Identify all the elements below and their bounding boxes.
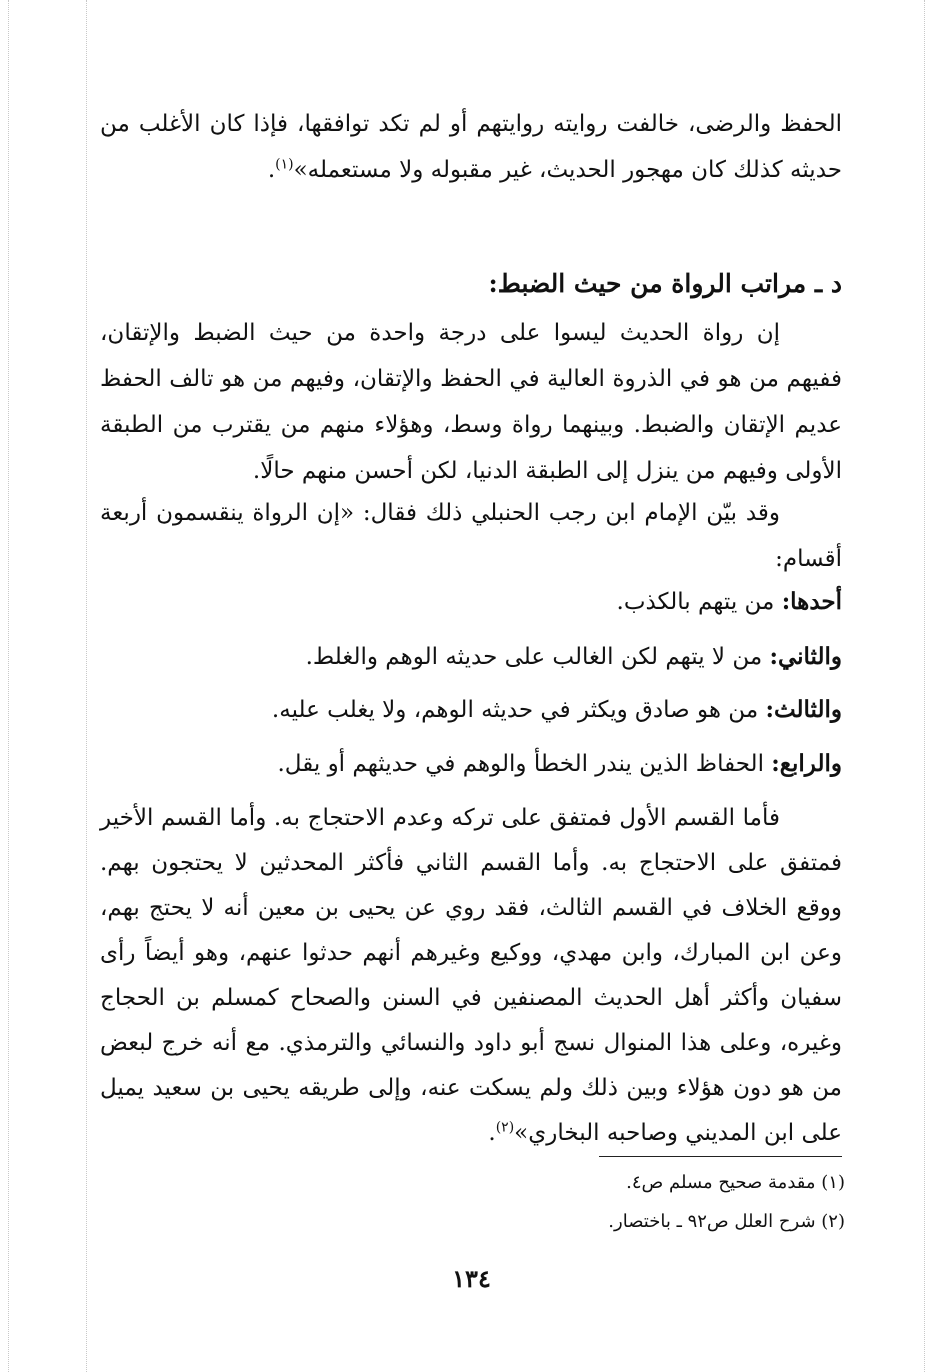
footnote	[608, 1207, 845, 1237]
division-text: من هو صادق ويكثر في حديثه الوهم، ولا يغلب عليه.	[271, 697, 766, 723]
intro-paragraph: إن رواة الحديث ليسوا على درجة واحدة من حيث الضبط والإتقان، ففيهم من هو في الذروة العالية في الحفظ والإتقان، وفيهم من هو تالف الحفظ عديم الإتقان والضبط. وبينهما رواة وسط، وهؤلاء منهم من يقترب من الطبقة الأولى وفيهم من ينزل إلى الطبقة الدنيا، لكن أحسن منهم حالًا.	[100, 320, 842, 484]
division-text: من يتهم بالكذب.	[616, 589, 782, 615]
closing-paragraph-end: .	[488, 1120, 496, 1146]
footnote-ref-2: (٢)	[495, 1119, 515, 1136]
top-paragraph-text: الحفظ والرضى، خالفت روايته روايتهم أو لم تكد توافقها، فإذا كان الأغلب من حديثه كذلك كان مهجور الحديث، غير مقبوله ولا مستعمله»	[100, 111, 842, 183]
footnote-text: شرح العلل ص٩٢ ـ باختصار.	[608, 1211, 816, 1232]
closing-paragraph-block	[100, 796, 842, 1156]
footnote-text: مقدمة صحيح مسلم ص٤.	[626, 1172, 816, 1193]
top-paragraph	[100, 101, 842, 193]
margin-dots-left	[8, 0, 9, 1372]
division-label: والرابع:	[771, 750, 842, 777]
division-text: من لا يتهم لكن الغالب على حديثه الوهم والغلط.	[305, 644, 770, 670]
division-label: أحدها:	[781, 588, 842, 615]
footnote	[626, 1168, 845, 1198]
footnote-number: (١)	[821, 1172, 845, 1193]
section-heading: د ـ مراتب الرواة من حيث الضبط:	[488, 269, 842, 298]
division-label: والثاني:	[769, 643, 842, 670]
page-number: ١٣٤	[452, 1264, 491, 1293]
top-paragraph-end: .	[267, 157, 276, 183]
division-item	[202, 690, 842, 730]
footnote-separator	[599, 1156, 842, 1157]
footnote-ref-1: (١)	[275, 156, 294, 173]
margin-dots-right	[924, 0, 925, 1372]
division-text: الحفاظ الذين يندر الخطأ والوهم في حديثهم أو يقل.	[277, 751, 772, 777]
footnote-number: (٢)	[821, 1211, 845, 1232]
quote-intro: وقد بيّن الإمام ابن رجب الحنبلي ذلك فقال: «إن الرواة ينقسمون أربعة أقسام:	[100, 500, 842, 572]
quote-intro-block	[100, 490, 842, 582]
margin-dots-left-inner	[86, 0, 87, 1372]
division-label: والثالث:	[765, 696, 842, 723]
division-item	[202, 637, 842, 677]
closing-paragraph: فأما القسم الأول فمتفق على تركه وعدم الاحتجاج به. وأما القسم الأخير فمتفق على الاحتجاج به. وأما القسم الثاني فأكثر المحدثين لا يحتجون بهم. ووقع الخلاف في القسم الثالث، فقد روي عن يحيى بن معين أنه لا يحتج بهم، وعن ابن المبارك، وابن مهدي، ووكيع وغيرهم أنهم حدثوا عنهم، وهو أيضاً رأى سفيان وأكثر أهل الحديث المصنفين في السنن والصحاح كمسلم بن الحجاج وغيره، وعلى هذا المنوال نسج أبو داود والنسائي والترمذي. مع أنه خرج لبعض من هو دون هؤلاء وبين ذلك ولم يسكت عنه، وإلى طريقه يحيى بن سعيد يميل على ابن المديني وصاحبه البخاري»	[100, 805, 842, 1146]
division-item	[202, 582, 842, 622]
division-item	[202, 744, 842, 784]
intro-paragraph-block	[100, 310, 842, 494]
